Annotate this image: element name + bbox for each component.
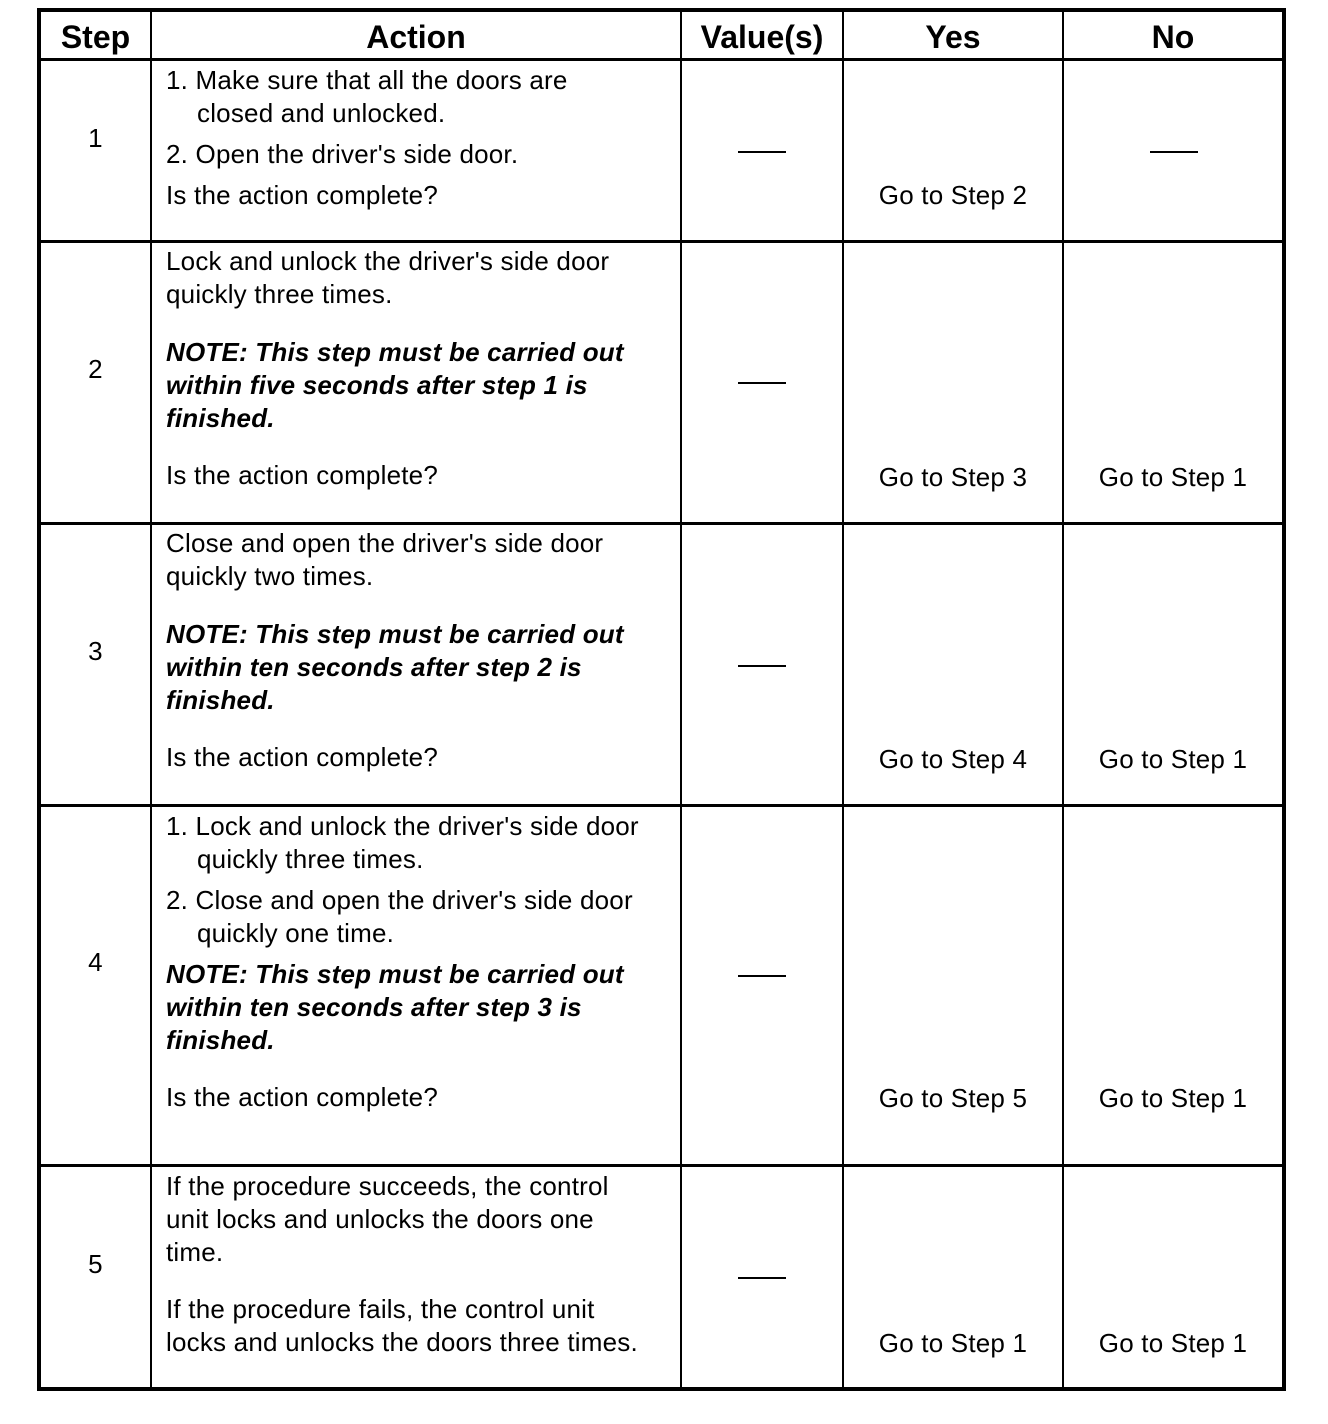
note-text: within ten seconds after step 3 is xyxy=(166,992,582,1022)
yes-result: Go to Step 4 xyxy=(878,744,1028,774)
value-dash xyxy=(738,665,786,667)
item-number: 1. xyxy=(166,811,189,841)
item-number: 2. xyxy=(166,139,189,169)
step-number: 2 xyxy=(88,354,103,384)
action-cell xyxy=(166,1170,638,1359)
action-text: locks and unlocks the doors three times. xyxy=(166,1327,638,1357)
action-list-item xyxy=(166,138,568,171)
header-no: No xyxy=(1151,19,1195,55)
step-number: 3 xyxy=(88,636,103,666)
action-list-item xyxy=(166,884,639,950)
row-divider xyxy=(41,804,1282,807)
header-step: Step xyxy=(60,19,131,55)
yes-result: Go to Step 2 xyxy=(878,180,1028,210)
no-result: Go to Step 1 xyxy=(1098,462,1248,492)
value-dash xyxy=(738,151,786,153)
header-yes: Yes xyxy=(925,19,981,55)
item-text-continued: closed and unlocked. xyxy=(197,98,446,128)
item-text-continued: quickly one time. xyxy=(197,918,395,948)
header-action: Action xyxy=(366,19,466,55)
note-text: within five seconds after step 1 is xyxy=(166,370,588,400)
action-question: Is the action complete? xyxy=(166,742,438,772)
note-text: NOTE: This step must be carried out xyxy=(166,337,624,367)
action-text: quickly three times. xyxy=(166,279,393,309)
step-number: 4 xyxy=(88,947,103,977)
item-text-continued: quickly three times. xyxy=(197,844,424,874)
action-list-item xyxy=(166,64,568,130)
action-text: If the procedure fails, the control unit xyxy=(166,1294,595,1324)
item-text: Make sure that all the doors are xyxy=(195,65,568,95)
note-text: within ten seconds after step 2 is xyxy=(166,652,582,682)
column-divider xyxy=(150,12,152,1387)
note-text: finished. xyxy=(166,1025,275,1055)
action-text: unit locks and unlocks the doors one xyxy=(166,1204,594,1234)
action-text: time. xyxy=(166,1237,224,1267)
row-divider xyxy=(41,522,1282,525)
item-text: Open the driver's side door. xyxy=(195,139,519,169)
item-number: 2. xyxy=(166,885,189,915)
yes-result: Go to Step 3 xyxy=(878,462,1028,492)
note-text: NOTE: This step must be carried out xyxy=(166,959,624,989)
action-cell xyxy=(166,64,568,212)
column-divider xyxy=(1062,12,1064,1387)
diagnostic-table xyxy=(37,8,1286,1391)
item-text: Lock and unlock the driver's side door xyxy=(195,811,639,841)
header-values: Value(s) xyxy=(700,19,824,55)
action-text: Lock and unlock the driver's side door xyxy=(166,246,610,276)
value-dash xyxy=(738,1277,786,1279)
column-divider xyxy=(680,12,682,1387)
action-cell xyxy=(166,245,624,492)
action-cell xyxy=(166,810,639,1114)
item-text: Close and open the driver's side door xyxy=(195,885,633,915)
value-dash xyxy=(738,975,786,977)
action-cell xyxy=(166,527,624,774)
item-number: 1. xyxy=(166,65,189,95)
note-text: finished. xyxy=(166,685,275,715)
row-divider xyxy=(41,1164,1282,1167)
note-text: finished. xyxy=(166,403,275,433)
action-question: Is the action complete? xyxy=(166,180,438,210)
yes-result: Go to Step 5 xyxy=(878,1083,1028,1113)
yes-result: Go to Step 1 xyxy=(878,1328,1028,1358)
action-question: Is the action complete? xyxy=(166,1082,438,1112)
action-list-item xyxy=(166,810,639,876)
column-divider xyxy=(842,12,844,1387)
action-text: If the procedure succeeds, the control xyxy=(166,1171,609,1201)
no-result: Go to Step 1 xyxy=(1098,1083,1248,1113)
row-divider xyxy=(41,240,1282,243)
action-text: quickly two times. xyxy=(166,561,374,591)
no-dash xyxy=(1150,151,1198,153)
step-number: 1 xyxy=(88,123,103,153)
no-result: Go to Step 1 xyxy=(1098,1328,1248,1358)
no-result: Go to Step 1 xyxy=(1098,744,1248,774)
row-divider xyxy=(41,58,1282,61)
step-number: 5 xyxy=(88,1249,103,1279)
value-dash xyxy=(738,382,786,384)
note-text: NOTE: This step must be carried out xyxy=(166,619,624,649)
action-text: Close and open the driver's side door xyxy=(166,528,604,558)
action-question: Is the action complete? xyxy=(166,460,438,490)
